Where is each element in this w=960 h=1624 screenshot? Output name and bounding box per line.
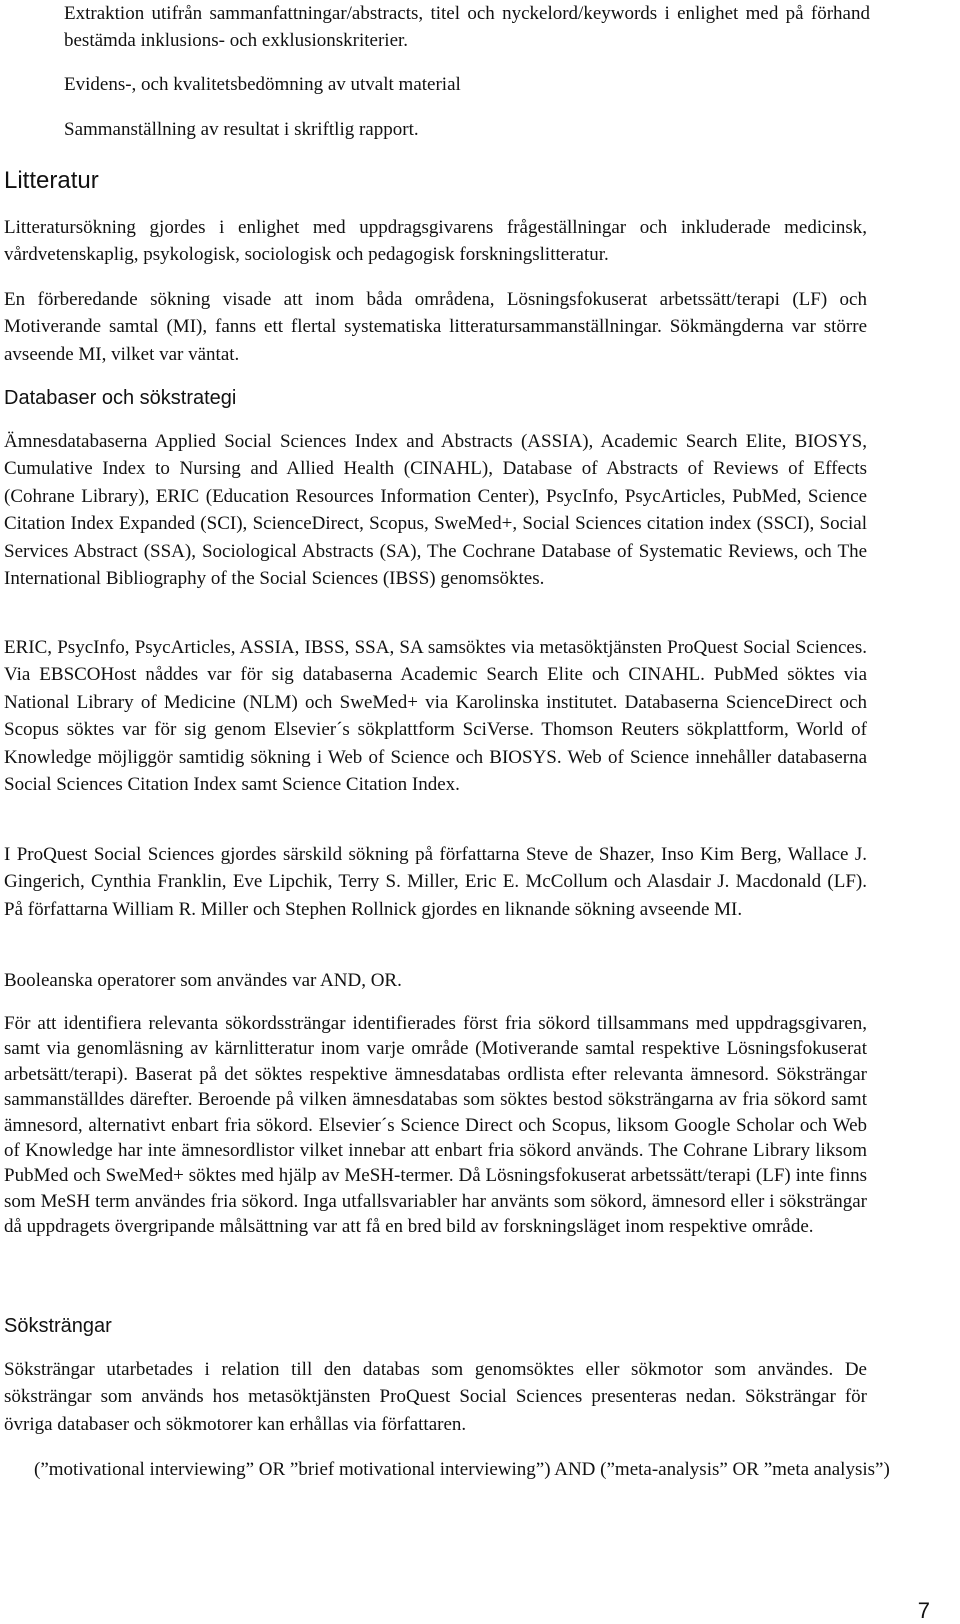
litteratur-paragraph-2: En förberedande sökning visade att inom båda områdena, Lösningsfokuserat arbetssätt/terapi (LF) och Motiverande samtal (MI), fanns ett flertal systematiska litteratursammanställningar. Sökmängderna var större avseende MI, vilket var väntat. [4, 289, 867, 365]
heading-litteratur: Litteratur [4, 167, 99, 194]
sokstrangar-paragraph-1: Söksträngar utarbetades i relation till den databas som genomsöktes eller sökmotor som användes. De söksträngar som används hos metasöktjänsten ProQuest Social Sciences presenteras nedan. Söksträngar för övriga databaser och sökmotorer kan erhållas via författaren. [4, 1359, 867, 1435]
databaser-paragraph-3: I ProQuest Social Sciences gjordes särskild sökning på författarna Steve de Shazer, Inso Kim Berg, Wallace J. Gingerich, Cynthia Franklin, Eve Lipchik, Terry S. Miller, Eric E. McCollum och Alasdair J. Macdonald (LF). På författarna William R. Miller och Stephen Rollnick gjordes en liknande sökning avseende MI. [4, 844, 867, 920]
intro-item-evidence: Evidens-, och kvalitetsbedömning av utvalt material [64, 74, 461, 95]
search-string: (”motivational interviewing” OR ”brief motivational interviewing”) AND (”meta-analysis” OR ”meta analysis”) [34, 1459, 890, 1480]
intro-item-extraction: Extraktion utifrån sammanfattningar/abstracts, titel och nyckelord/keywords i enlighet med på förhand bestämda inklusions- och exklusionskriterier. [64, 3, 870, 52]
heading-databaser: Databaser och sökstrategi [4, 387, 237, 409]
databaser-paragraph-1: Ämnesdatabaserna Applied Social Sciences Index and Abstracts (ASSIA), Academic Search Elite, BIOSYS, Cumulative Index to Nursing and Allied Health (CINAHL), Database of Abstracts of Reviews of Effects (Cohrane Library), ERIC (Education Resources Information Center), PsycInfo, PsycArticles, PubMed, Science Citation Index Expanded (SCI), ScienceDirect, Scopus, SweMed+, Social Sciences citation index (SSCI), Social Services Abstract (SSA), Sociological Abstracts (SA), The Cochrane Database of Systematic Reviews, och The International Bibliography of the Social Sciences (IBSS) genomsöktes. [4, 431, 867, 590]
page-number: 7 [917, 1598, 930, 1623]
databaser-paragraph-2: ERIC, PsycInfo, PsycArticles, ASSIA, IBSS, SSA, SA samsöktes via metasöktjänsten ProQuest Social Sciences. Via EBSCOHost nåddes var för sig databaserna Academic Search Elite och CINAHL. PubMed söktes via National Library of Medicine (NLM) och SweMed+ via Karolinska institutet. Databaserna ScienceDirect och Scopus söktes var för sig genom Elsevier´s sökplattform SciVerse. Thomson Reuters sökplattform, World of Knowledge möjliggör samtidig sökning i Web of Science och BIOSYS. Web of Science innehåller databaserna Social Sciences Citation Index samt Science Citation Index. [4, 637, 867, 796]
heading-sokstrangar: Söksträngar [4, 1315, 112, 1337]
intro-item-report: Sammanställning av resultat i skriftlig rapport. [64, 119, 419, 140]
litteratur-paragraph-1: Litteratursökning gjordes i enlighet med uppdragsgivarens frågeställningar och inkluderade medicinsk, vårdvetenskaplig, psykologisk, sociologisk och pedagogisk forskningslitteratur. [4, 217, 867, 266]
databaser-paragraph-5: För att identifiera relevanta sökordssträngar identifierades först fria sökord tillsammans med uppdragsgivaren, samt via genomläsning av kärnlitteratur inom varje område (Motiverande samtal respektive Lösningsfokuserat arbetsätt/terapi). Baserat på det söktes respektive ämnesdatabas ordlista efter relevanta ämnesord. Söksträngar sammanställdes därefter. Beroende på vilken ämnesdatabas som söktes bestod söksträngarna av fria sökord samt ämnesord, alternativt enbart fria sökord. Elsevier´s Science Direct och Scopus, liksom Google Scholar och Web of Knowledge har inte ämnesordlistor vilket innebar att enbart fria sökord används. The Cohrane Library liksom PubMed och SweMed+ söktes med hjälp av MeSH-termer. Då Lösningsfokuserat arbetssätt/terapi (LF) inte finns som MeSH term användes fria sökord. Inga utfallsvariabler har använts som sökord, ämnesord eller i söksträngar då uppdragets övergripande målsättning var att få en bred bild av forskningsläget inom respektive område. [4, 1013, 867, 1238]
databaser-paragraph-4: Booleanska operatorer som användes var AND, OR. [4, 970, 402, 991]
